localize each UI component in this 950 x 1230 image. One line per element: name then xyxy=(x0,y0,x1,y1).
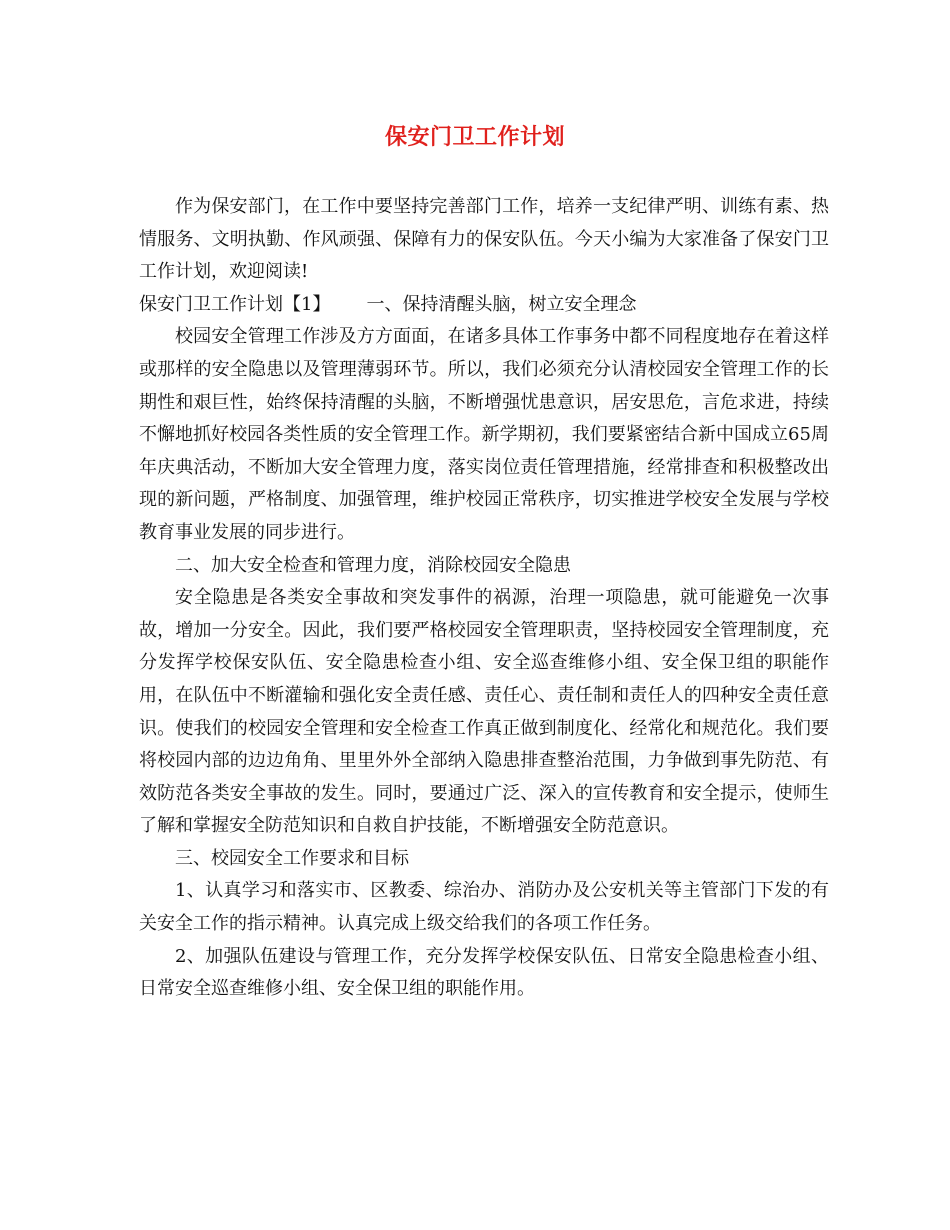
requirement-item-1: 1、认真学习和落实市、区教委、综治办、消防办及公安机关等主管部门下发的有关安全工作的指示精神。认真完成上级交给我们的各项工作任务。 xyxy=(139,880,829,935)
plan-heading-line xyxy=(139,289,829,322)
intro-paragraph: 作为保安部门，在工作中要坚持完善部门工作，培养一支纪律严明、训练有素、热情服务、文明执勤、作风顽强、保障有力的保安队伍。今天小编为大家准备了保安门卫工作计划，欢迎阅读! xyxy=(139,196,829,283)
section-two-heading: 二、加大安全检查和管理力度，消除校园安全隐患 xyxy=(175,554,571,576)
section-one-paragraph: 校园安全管理工作涉及方方面面，在诸多具体工作事务中都不同程度地存在着这样或那样的安全隐患以及管理薄弱环节。所以，我们必须充分认清校园安全管理工作的长期性和艰巨性，始终保持清醒的头脑，不断增强忧患意识，居安思危，言危求进，持续不懈地抓好校园各类性质的安全管理工作。新学期初，我们要紧密结合新中国成立65周年庆典活动，不断加大安全管理力度，落实岗位责任管理措施，经常排查和积极整改出现的新问题，严格制度、加强管理，维护校园正常秩序，切实推进学校安全发展与学校教育事业发展的同步进行。 xyxy=(139,326,829,543)
section-one-heading: 一、保持清醒头脑，树立安全理念 xyxy=(366,293,637,315)
document-title: 保安门卫工作计划 xyxy=(384,124,565,150)
document-body xyxy=(139,191,829,1006)
requirement-item-2: 2、加强队伍建设与管理工作，充分发挥学校保安队伍、日常安全隐患检查小组、日常安全巡查维修小组、安全保卫组的职能作用。 xyxy=(139,945,829,1000)
section-two-paragraph: 安全隐患是各类安全事故和突发事件的祸源，治理一项隐患，就可能避免一次事故，增加一分安全。因此，我们要严格校园安全管理职责，坚持校园安全管理制度，充分发挥学校保安队伍、安全隐患检查小组、安全巡查维修小组、安全保卫组的职能作用，在队伍中不断灌输和强化安全责任感、责任心、责任制和责任人的四种安全责任意识。使我们的校园安全管理和安全检查工作真正做到制度化、经常化和规范化。我们要将校园内部的边边角角、里里外外全部纳入隐患排查整治范围，力争做到事先防范、有效防范各类安全事故的发生。同时，要通过广泛、深入的宣传教育和安全提示，使师生了解和掌握安全防范知识和自救自护技能，不断增强安全防范意识。 xyxy=(139,587,829,837)
section-three-heading: 三、校园安全工作要求和目标 xyxy=(175,847,409,869)
plan-heading: 保安门卫工作计划【1】 xyxy=(139,293,331,315)
